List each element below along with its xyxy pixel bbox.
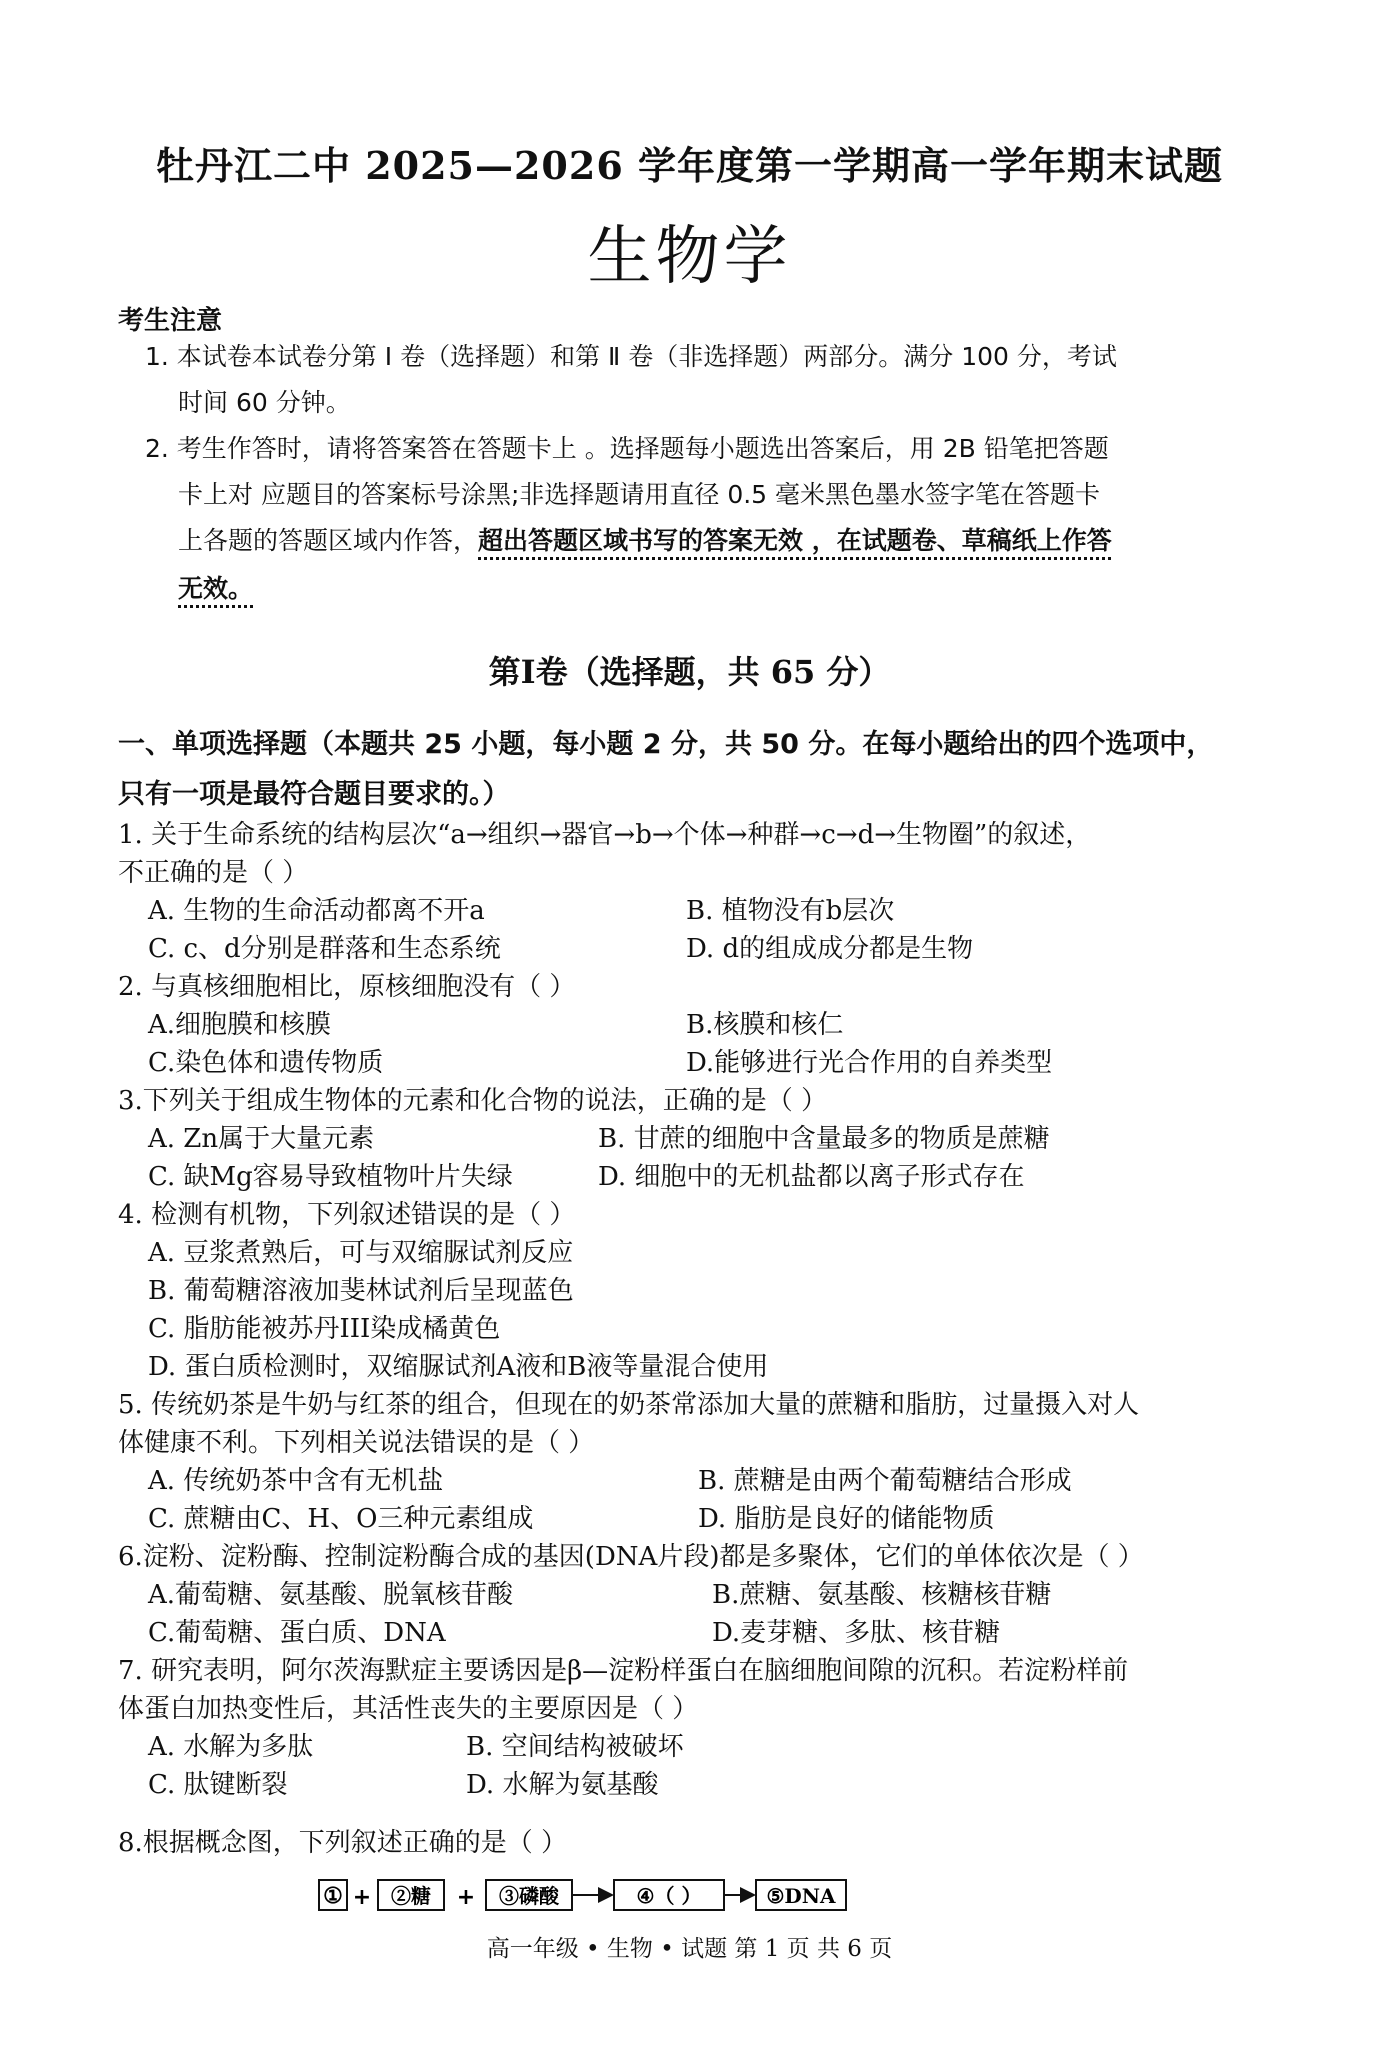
section-1-heading-line-1: 一、单项选择题（本题共 25 小题，每小题 2 分，共 50 分。在每小题给出的四个选项中，: [118, 729, 1214, 760]
notice-item-2-line-4: 无效。: [178, 574, 254, 603]
concept-diagram: [318, 1876, 858, 1916]
notice-item-2-line-2: 卡上对 应题目的答案标号涂黑;非选择题请用直径 0.5 毫米黑色墨水签字笔在答题卡: [178, 480, 1101, 509]
question-3-option-c: C. 缺Mg容易导致植物叶片失绿: [148, 1162, 513, 1192]
diagram-box-5-label: ⑤DNA: [766, 1884, 836, 1908]
question-3-stem: 3.下列关于组成生物体的元素和化合物的说法，正确的是（ ）: [118, 1086, 828, 1116]
question-2-option-c: C.染色体和遗传物质: [148, 1048, 384, 1078]
question-5-stem-line-2: 体健康不利。下列相关说法错误的是（ ）: [118, 1428, 595, 1458]
question-1-option-c: C. c、d分别是群落和生态系统: [148, 934, 501, 964]
question-7-option-c: C. 肽键断裂: [148, 1770, 288, 1800]
section-1-heading-line-2: 只有一项是最符合题目要求的。）: [118, 779, 510, 810]
question-1-option-d: D. d的组成成分都是生物: [686, 934, 974, 964]
notice-item-1-line-1: 1. 本试卷本试卷分第 Ⅰ 卷（选择题）和第 Ⅱ 卷（非选择题）两部分。满分 100 分，考试: [145, 342, 1117, 371]
notice-plain-text: 上各题的答题区域内作答，: [178, 526, 479, 555]
question-4-option-d: D. 蛋白质检测时，双缩脲试剂A液和B液等量混合使用: [148, 1352, 769, 1382]
question-6-stem: 6.淀粉、淀粉酶、控制淀粉酶合成的基因(DNA片段)都是多聚体，它们的单体依次是（ ）: [118, 1542, 1144, 1572]
question-2-option-a: A.细胞膜和核膜: [148, 1010, 332, 1040]
diagram-box-1-label: ①: [323, 1883, 343, 1909]
diagram-box-2-label: ②糖: [391, 1884, 431, 1908]
notice-item-2-line-3: [178, 522, 1112, 560]
notice-emphasis-text: 超出答题区域书写的答案无效 ，在试题卷、草稿纸上作答: [478, 526, 1112, 555]
question-1-option-a: A. 生物的生命活动都离不开a: [148, 896, 485, 926]
question-1-option-b: B. 植物没有b层次: [686, 896, 895, 926]
question-2-stem: 2. 与真核细胞相比，原核细胞没有（ ）: [118, 972, 576, 1002]
question-1-stem-line-2: 不正确的是（ ）: [118, 858, 309, 888]
question-3-option-b: B. 甘蔗的细胞中含量最多的物质是蔗糖: [598, 1124, 1050, 1154]
question-1-stem-line-1: 1. 关于生命系统的结构层次“a→组织→器官→b→个体→种群→c→d→生物圈”的叙述，: [118, 820, 1092, 850]
question-4-option-b: B. 葡萄糖溶液加斐林试剂后呈现蓝色: [148, 1276, 574, 1306]
notice-item-1-line-2: 时间 60 分钟。: [178, 388, 351, 417]
question-2-option-b: B.核膜和核仁: [686, 1010, 844, 1040]
question-7-option-a: A. 水解为多肽: [148, 1732, 314, 1762]
question-5-stem-line-1: 5. 传统奶茶是牛奶与红茶的组合，但现在的奶茶常添加大量的蔗糖和脂肪，过量摄入对人: [118, 1390, 1140, 1420]
subject-title: 生物学: [587, 220, 792, 294]
notice-item-2-line-1: 2. 考生作答时，请将答案答在答题卡上 。选择题每小题选出答案后，用 2B 铅笔把答题: [145, 434, 1109, 463]
part-1-heading: 第Ⅰ卷（选择题，共 65 分）: [488, 653, 891, 691]
question-4-stem: 4. 检测有机物，下列叙述错误的是（ ）: [118, 1200, 576, 1230]
question-7-option-b: B. 空间结构被破坏: [466, 1732, 684, 1762]
question-4-option-c: C. 脂肪能被苏丹III染成橘黄色: [148, 1314, 501, 1344]
question-5-option-a: A. 传统奶茶中含有无机盐: [148, 1466, 444, 1496]
question-6-option-c: C.葡萄糖、蛋白质、DNA: [148, 1618, 446, 1648]
diagram-box-3-label: ③磷酸: [499, 1884, 559, 1908]
question-3-option-a: A. Zn属于大量元素: [148, 1124, 375, 1154]
question-7-option-d: D. 水解为氨基酸: [466, 1770, 659, 1800]
notice-heading: 考生注意: [118, 306, 223, 336]
diagram-box-4-label: ④（ ）: [636, 1884, 702, 1908]
page-footer: 高一年级 • 生物 • 试题 第 1 页 共 6 页: [486, 1936, 893, 1962]
question-4-option-a: A. 豆浆煮熟后，可与双缩脲试剂反应: [148, 1238, 574, 1268]
question-2-option-d: D.能够进行光合作用的自养类型: [686, 1048, 1053, 1078]
question-5-option-d: D. 脂肪是良好的储能物质: [698, 1504, 995, 1534]
question-5-option-c: C. 蔗糖由C、H、O三种元素组成: [148, 1504, 534, 1534]
question-3-option-d: D. 细胞中的无机盐都以离子形式存在: [598, 1162, 1025, 1192]
question-8-stem: 8.根据概念图，下列叙述正确的是（ ）: [118, 1828, 568, 1858]
question-6-option-b: B.蔗糖、氨基酸、核糖核苷糖: [712, 1580, 1052, 1610]
question-7-stem-line-1: 7. 研究表明，阿尔茨海默症主要诱因是β—淀粉样蛋白在脑细胞间隙的沉积。若淀粉样前: [118, 1656, 1129, 1686]
question-6-option-a: A.葡萄糖、氨基酸、脱氧核苷酸: [148, 1580, 514, 1610]
question-6-option-d: D.麦芽糖、多肽、核苷糖: [712, 1618, 1001, 1648]
question-5-option-b: B. 蔗糖是由两个葡萄糖结合形成: [698, 1466, 1072, 1496]
diagram-plus-2: +: [456, 1885, 476, 1910]
question-7-stem-line-2: 体蛋白加热变性后，其活性丧失的主要原因是（ ）: [118, 1694, 699, 1724]
diagram-plus-1: +: [352, 1885, 372, 1910]
exam-title: 牡丹江二中 2025—2026 学年度第一学期高一学年期末试题: [156, 143, 1223, 188]
